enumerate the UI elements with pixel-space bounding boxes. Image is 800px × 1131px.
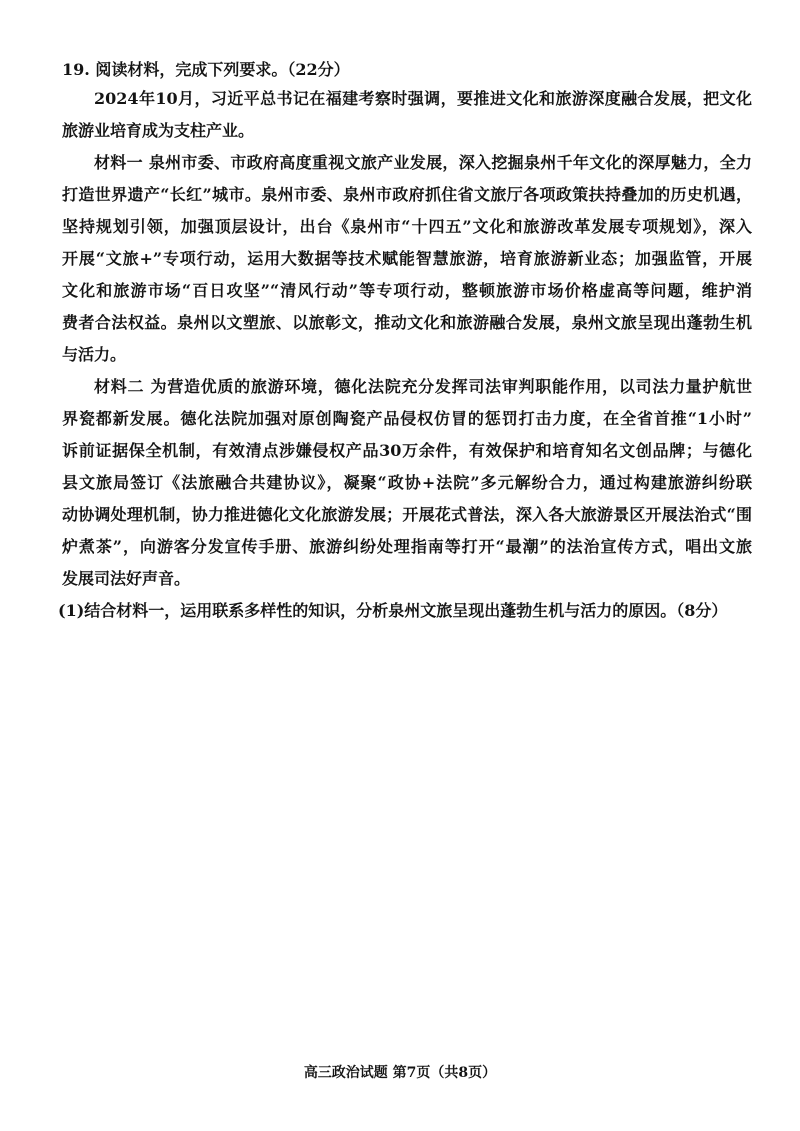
material1-line: 坚持规划引领，加强顶层设计，出台《泉州市“十四五”文化和旅游改革发展专项规划》，深入 (62, 217, 752, 236)
intro-line: 2024年10月，习近平总书记在福建考察时强调，要推进文化和旅游深度融合发展，把文化 (94, 89, 752, 108)
material1-line: 与活力。 (62, 345, 127, 364)
material1-line: 费者合法权益。泉州以文塑旅、以旅彰文，推动文化和旅游融合发展，泉州文旅呈现出蓬勃生机 (62, 313, 752, 332)
material1-line: 材料一 泉州市委、市政府高度重视文旅产业发展，深入挖掘泉州千年文化的深厚魅力，全力 (94, 153, 752, 172)
material2-line: 材料二 为营造优质的旅游环境，德化法院充分发挥司法审判职能作用，以司法力量护航世 (94, 377, 752, 396)
material1-line: 文化和旅游市场“百日攻坚”“清风行动”等专项行动，整顿旅游市场价格虚高等问题，维护消 (62, 281, 752, 300)
material1-line: 打造世界遗产“长红”城市。泉州市委、泉州市政府抓住省文旅厅各项政策扶持叠加的历史机遇， (62, 185, 752, 204)
material2-line: 发展司法好声音。 (62, 569, 191, 588)
material2-line: 界瓷都新发展。德化法院加强对原创陶瓷产品侵权仿冒的惩罚打击力度，在全省首推“1小时” (62, 409, 752, 428)
material2-line: 动协调处理机制，协力推进德化文化旅游发展；开展花式普法，深入各大旅游景区开展法治式“围 (62, 505, 752, 524)
question-header: 19. 阅读材料，完成下列要求。（22分） (62, 60, 350, 79)
material2-line: 诉前证据保全机制，有效清点涉嫌侵权产品30万余件，有效保护和培育知名文创品牌；与德化 (62, 441, 752, 460)
material1-line: 开展“文旅+”专项行动，运用大数据等技术赋能智慧旅游，培育旅游新业态；加强监管，开展 (62, 249, 752, 268)
material2-line: 炉煮茶”，向游客分发宣传手册、旅游纠纷处理指南等打开“最潮”的法治宣传方式，唱出文旅 (62, 537, 752, 556)
material2-line: 县文旅局签订《法旅融合共建协议》，凝聚“政协+法院”多元解纷合力，通过构建旅游纠纷联 (62, 473, 752, 492)
sub-question-1: (1)结合材料一，运用联系多样性的知识，分析泉州文旅呈现出蓬勃生机与活力的原因。（8分） (58, 601, 728, 620)
intro-line: 旅游业培育成为支柱产业。 (62, 121, 255, 140)
page-footer: 高三政治试题 第7页（共8页） (303, 1065, 497, 1081)
